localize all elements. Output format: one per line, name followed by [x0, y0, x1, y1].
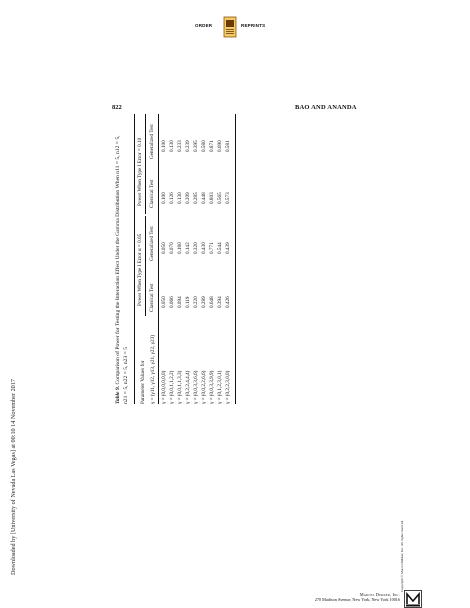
table-cell: 0.394 [217, 296, 223, 308]
table-cell: 0.544 [217, 242, 223, 254]
publisher-block [270, 592, 400, 602]
table-cell: 0.289 [201, 296, 207, 308]
reprints-link[interactable]: REPRINTS [241, 23, 266, 28]
table-cell: 0.395 [193, 140, 199, 152]
table-label: Table 9. [115, 385, 121, 404]
group-header-alpha-010: Power When Type I Error = 0.10 [137, 137, 143, 206]
table-cell: 0.119 [185, 296, 191, 308]
param-header-1: Parameter Values for [140, 360, 146, 404]
col-header-generalized-010: Generalized Test [149, 124, 155, 159]
publisher-address: 270 Madison Avenue, New York, New York 10016 [314, 597, 400, 602]
table-caption [114, 114, 130, 404]
table-cell: 0.320 [193, 242, 199, 254]
col-header-generalized-005: Generalized Test [149, 226, 155, 261]
group-header-alpha-005: Power When Type I Error α = 0.05 [137, 233, 143, 306]
table-cell: 0.430 [201, 242, 207, 254]
table-row-param: γ = (0,0,3,3,6,6) [193, 370, 199, 404]
table-cell: 0.285 [193, 192, 199, 204]
table-cell: 0.233 [177, 140, 183, 152]
table-row-param: γ = (0,0,2,2,6,6) [201, 370, 207, 404]
table-cell: 0.142 [185, 242, 191, 254]
table-row-param: γ = (0,2,2,4,4,4) [185, 370, 191, 404]
table-cell: 0.126 [169, 192, 175, 204]
table-cell: 0.100 [161, 192, 167, 204]
group-rule-1 [145, 216, 146, 316]
order-reprints-banner[interactable] [186, 16, 286, 40]
table-cell: 0.070 [169, 242, 175, 254]
table-cell: 0.426 [225, 296, 231, 308]
copyright-notice: Copyright © Marcel Dekker, Inc. All rights reserved. [400, 520, 404, 592]
publisher-name: Marcel Dekker, Inc. [359, 592, 400, 597]
table-cell: 0.100 [161, 140, 167, 152]
table-row-param: γ = (0,0,1,1,2,2) [169, 370, 175, 404]
table-cell: 0.180 [177, 242, 183, 254]
table-cell: 0.130 [177, 192, 183, 204]
table-cell: 0.439 [225, 242, 231, 254]
document-icon [223, 16, 237, 38]
order-link[interactable]: ORDER [195, 23, 213, 28]
table-row-param: γ = (0,1,2,3,0,1) [217, 370, 223, 404]
table-cell: 0.220 [193, 296, 199, 308]
page-number: 822 [112, 104, 122, 111]
top-rule [134, 114, 135, 404]
table-caption-text: Comparison of Power for Testing the Interaction Effect Under the Gamma Distribution When n11 = 5, n12 = 5, [115, 135, 121, 385]
table-cell: 0.581 [225, 140, 231, 152]
table-cell: 0.050 [161, 296, 167, 308]
table-row-param: γ = (0,0,3,3,9,9) [209, 370, 215, 404]
table-cell: 0.690 [217, 140, 223, 152]
table-row-param: γ = (0,0,0,0,0,0) [161, 370, 167, 404]
table-9 [114, 114, 320, 404]
table-cell: 0.094 [177, 296, 183, 308]
table-cell: 0.648 [209, 296, 215, 308]
table-cell: 0.573 [225, 192, 231, 204]
table-cell: 0.066 [169, 296, 175, 308]
table-cell: 0.130 [169, 140, 175, 152]
table-cell: 0.580 [201, 140, 207, 152]
table-cell: 0.239 [185, 140, 191, 152]
table-cell: 0.871 [209, 140, 215, 152]
table-cell: 0.771 [209, 242, 215, 254]
table-cell: 0.448 [201, 192, 207, 204]
header-rule [158, 114, 159, 404]
table-cell: 0.050 [161, 242, 167, 254]
col-header-classical-005: Classical Test [149, 283, 155, 312]
table-row-param: γ = (0,0,1,1,3,3) [177, 370, 183, 404]
running-head: BAO AND ANANDA [295, 104, 357, 111]
table-row-param: γ = (0,2,2,3,0,0) [225, 370, 231, 404]
table-cell: 0.209 [185, 192, 191, 204]
table-caption-line2: n21 = 5, n22 = 5, n23 = 5 [123, 346, 129, 404]
col-header-classical-010: Classical Test [149, 179, 155, 208]
group-rule-2 [145, 114, 146, 214]
table-cell: 0.803 [209, 192, 215, 204]
download-stamp: Downloaded by [University of Nevada Las Vegas] at 00:10 14 November 2017 [10, 379, 17, 575]
param-header-2: γ = (γ11, γ12, γ13, γ21, γ22, γ23) [150, 335, 156, 404]
table-cell: 0.565 [217, 192, 223, 204]
bottom-rule [235, 114, 236, 404]
publisher-logo-icon [404, 590, 422, 608]
